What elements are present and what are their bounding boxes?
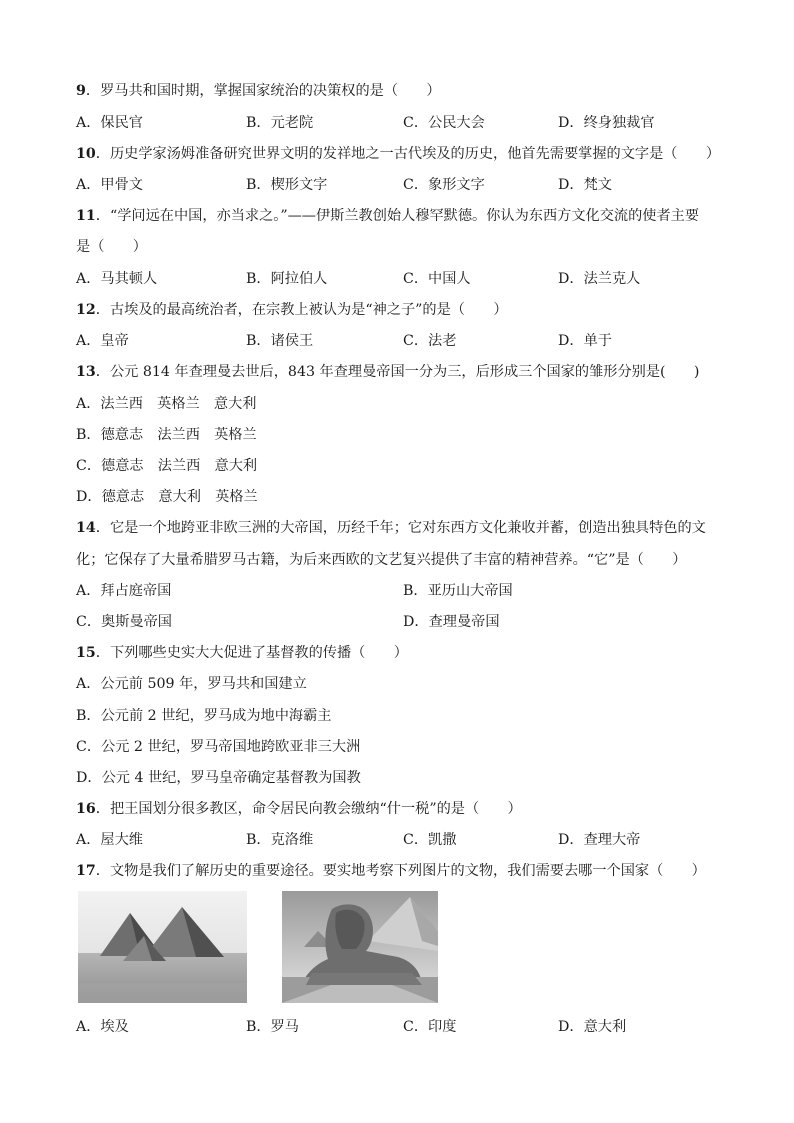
option-a[interactable]: A．甲骨文 [76, 177, 143, 193]
question-14 [76, 518, 706, 538]
option-d[interactable]: D．查理大帝 [558, 832, 641, 848]
option-c[interactable]: C．中国人 [403, 271, 471, 287]
question-number: 14 [76, 520, 96, 536]
question-number: 11 [76, 208, 96, 224]
question-text: ．“学问远在中国，亦当求之。”——伊斯兰教创始人穆罕默德。你认为东西方文化交流的使者主要 [95, 208, 700, 224]
option-c[interactable]: C．法老 [403, 333, 457, 349]
option-b[interactable]: B．诸侯王 [246, 333, 314, 349]
option-b[interactable]: B．元老院 [246, 115, 314, 131]
question-number: 17 [76, 863, 96, 879]
question-number: 10 [76, 146, 96, 162]
pyramids-photo [78, 891, 247, 1003]
option-a[interactable]: A．埃及 [76, 1019, 129, 1035]
option-b[interactable]: B．克洛维 [246, 832, 314, 848]
question-12 [76, 300, 508, 320]
option-c[interactable]: C．德意志 法兰西 意大利 [76, 458, 258, 474]
option-a[interactable]: A．屋大维 [76, 832, 143, 848]
question-number: 12 [76, 302, 96, 318]
question-text: ．它是一个地跨亚非欧三洲的大帝国，历经千年；它对东西方文化兼收并蓄，创造出独具特色的文 [95, 520, 706, 536]
option-a[interactable]: A．拜占庭帝国 [76, 583, 172, 599]
question-text: ．罗马共和国时期，掌握国家统治的决策权的是（ ） [85, 83, 441, 99]
option-d[interactable]: D．终身独裁官 [558, 115, 655, 131]
option-d[interactable]: D．意大利 [558, 1019, 627, 1035]
question-text: ．文物是我们了解历史的重要途径。要实地考察下列图片的文物，我们需要去哪一个国家（ ） [95, 863, 706, 879]
option-b[interactable]: B．德意志 法兰西 英格兰 [76, 427, 257, 443]
option-b[interactable]: B．楔形文字 [246, 177, 328, 193]
option-c[interactable]: C．象形文字 [403, 177, 485, 193]
option-b[interactable]: B．罗马 [246, 1019, 299, 1035]
question-number: 13 [76, 364, 96, 380]
option-b[interactable]: B．公元前 2 世纪，罗马成为地中海霸主 [76, 708, 332, 724]
question-text: ．古埃及的最高统治者，在宗教上被认为是“神之子”的是（ ） [95, 302, 508, 318]
question-9 [76, 81, 441, 101]
option-a[interactable]: A．马其顿人 [76, 271, 158, 287]
option-d[interactable]: D．法兰克人 [558, 271, 641, 287]
question-10 [76, 144, 720, 164]
option-c[interactable]: C．凯撒 [403, 832, 457, 848]
option-c[interactable]: C．公民大会 [403, 115, 485, 131]
question-15 [76, 643, 408, 663]
option-a[interactable]: A．保民官 [76, 115, 143, 131]
sphinx-photo [282, 891, 438, 1003]
question-text: ．公元 814 年查理曼去世后，843 年查理曼帝国一分为三，后形成三个国家的雏形分别是( ) [95, 364, 700, 380]
option-a[interactable]: A．法兰西 英格兰 意大利 [76, 396, 257, 412]
question-number: 9 [76, 83, 86, 99]
option-d[interactable]: D．单于 [558, 333, 612, 349]
option-b[interactable]: B．亚历山大帝国 [403, 583, 513, 599]
option-c[interactable]: C．印度 [403, 1019, 457, 1035]
question-number: 15 [76, 645, 96, 661]
question-16 [76, 799, 522, 819]
question-number: 16 [76, 801, 96, 817]
question-text-continued: 化；它保存了大量希腊罗马古籍，为后来西欧的文艺复兴提供了丰富的精神营养。“它”是（ ） [76, 552, 687, 568]
question-11 [76, 206, 699, 226]
question-text: ．历史学家汤姆准备研究世界文明的发祥地之一古代埃及的历史，他首先需要掌握的文字是（ ） [95, 146, 721, 162]
question-13 [76, 362, 699, 382]
option-d[interactable]: D．梵文 [558, 177, 612, 193]
question-text: ．下列哪些史实大大促进了基督教的传播（ ） [95, 645, 408, 661]
option-d[interactable]: D．德意志 意大利 英格兰 [76, 489, 258, 505]
option-a[interactable]: A．皇帝 [76, 333, 129, 349]
question-17 [76, 861, 706, 881]
option-c[interactable]: C．奥斯曼帝国 [76, 614, 172, 630]
option-a[interactable]: A．公元前 509 年，罗马共和国建立 [76, 676, 307, 692]
option-c[interactable]: C．公元 2 世纪，罗马帝国地跨欧亚非三大洲 [76, 739, 361, 755]
question-text-continued: 是（ ） [76, 239, 147, 255]
option-d[interactable]: D．查理曼帝国 [403, 614, 500, 630]
option-d[interactable]: D．公元 4 世纪，罗马皇帝确定基督教为国教 [76, 770, 361, 786]
question-text: ．把王国划分很多教区，命令居民向教会缴纳“什一税”的是（ ） [95, 801, 522, 817]
option-b[interactable]: B．阿拉伯人 [246, 271, 328, 287]
